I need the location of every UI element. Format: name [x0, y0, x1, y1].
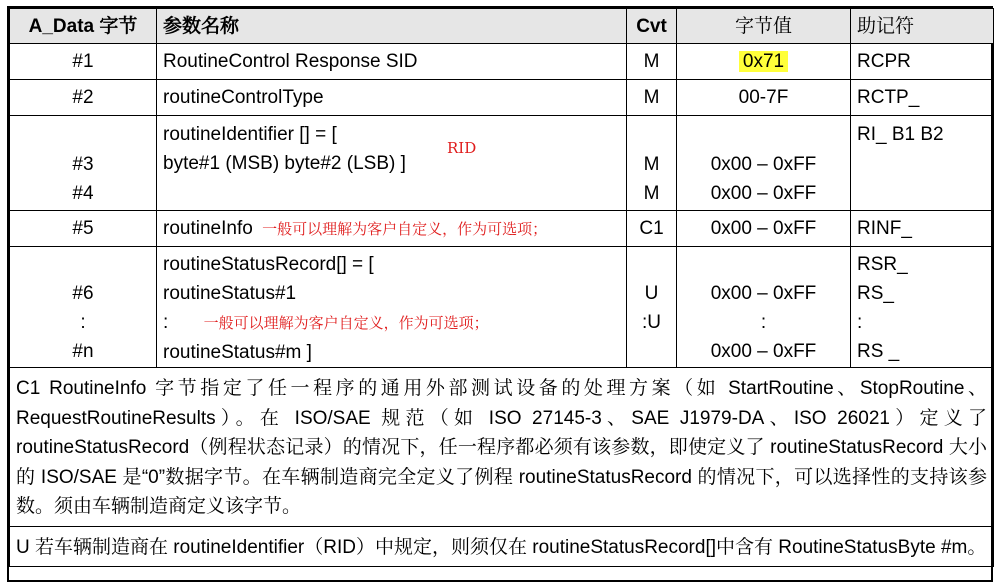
- param-line: routineStatus#1: [163, 283, 297, 304]
- table-header-row: [10, 9, 994, 44]
- note-c1: C1 RoutineInfo 字节指定了任一程序的通用外部测试设备的处理方案（如 StartRoutine、StopRoutine、RequestRoutineResults）。在 ISO/SAE 规范（如 ISO 27145-3、SAE J1979-DA、ISO 26021）定义了 routineStatusRecord（例程状态记录）的情况下，任一程序都必须有该参数，即使定义了 routineStatusRecord 大小的 ISO/SAE 是“0”数据字节。在车辆制造商完全定义了例程 routineStatusRecord 的情况下，可以选择性的支持该参数。须由车辆制造商定义该字节。: [16, 378, 987, 517]
- a-data-line: #6: [72, 283, 94, 304]
- cell-a-data: #1: [10, 44, 157, 80]
- a-data-line: #3: [72, 154, 94, 175]
- cell-mnemonic: RCPR: [851, 44, 994, 80]
- cell-value: 00-7F: [677, 80, 851, 116]
- value-line: 0x00 – 0xFF: [710, 341, 817, 362]
- mnemonic-line: :: [857, 312, 863, 333]
- param-line: [163, 308, 620, 338]
- rid-annotation: RID: [447, 139, 477, 157]
- cell-cvt: M: [627, 80, 677, 116]
- cell-value: [677, 116, 851, 211]
- cvt-line: M: [643, 154, 660, 175]
- cvt-line: :U: [642, 312, 661, 333]
- cell-a-data: [10, 116, 157, 211]
- table-row: [10, 247, 994, 368]
- param-text: routineInfo: [163, 217, 253, 239]
- notes-cell: [10, 368, 994, 567]
- header-mnemonic: 助记符: [851, 9, 994, 44]
- notes-row: [10, 368, 994, 567]
- cell-mnemonic: [851, 247, 994, 368]
- header-byte-value: 字节值: [677, 9, 851, 44]
- a-data-line: #n: [72, 341, 94, 362]
- cell-cvt: C1: [627, 211, 677, 247]
- highlighted-value: 0x71: [739, 51, 788, 72]
- optional-annotation: 一般可以理解为客户自定义，作为可选项；: [203, 314, 489, 332]
- header-a-data: A_Data 字节: [10, 9, 157, 44]
- cell-mnemonic: RINF_: [851, 211, 994, 247]
- table-row: [10, 211, 994, 247]
- cell-param: [157, 247, 627, 368]
- cell-value: 0x00 – 0xFF: [677, 211, 851, 247]
- cell-mnemonic: RI_ B1 B2: [851, 116, 994, 211]
- table-row: [10, 44, 994, 80]
- header-param-name: 参数名称: [157, 9, 627, 44]
- table-sheet: [7, 6, 993, 582]
- param-line: routineStatusRecord[] = [: [163, 254, 374, 275]
- value-line: 0x00 – 0xFF: [710, 154, 817, 175]
- param-line: routineIdentifier [] = [: [163, 124, 337, 145]
- param-line-text: :: [163, 312, 169, 333]
- cvt-line: M: [643, 183, 660, 204]
- cell-a-data: #5: [10, 211, 157, 247]
- cell-value: [677, 44, 851, 80]
- cell-param: routineControlType: [157, 80, 627, 116]
- cell-mnemonic: RCTP_: [851, 80, 994, 116]
- value-line: 0x00 – 0xFF: [710, 183, 817, 204]
- cell-param: RoutineControl Response SID: [157, 44, 627, 80]
- value-line: 0x00 – 0xFF: [710, 283, 817, 304]
- a-data-line: :: [80, 312, 86, 333]
- mnemonic-line: RSR_: [857, 254, 908, 275]
- cvt-line: U: [644, 283, 659, 304]
- value-line: :: [760, 312, 767, 333]
- header-cvt: Cvt: [627, 9, 677, 44]
- table-row: [10, 116, 994, 211]
- cell-value: [677, 247, 851, 368]
- cell-a-data: [10, 247, 157, 368]
- cell-cvt: M: [627, 44, 677, 80]
- cell-param: [157, 211, 627, 247]
- param-line: routineStatus#m ]: [163, 342, 312, 363]
- optional-annotation: 一般可以理解为客户自定义，作为可选项；: [262, 219, 548, 238]
- cell-cvt: [627, 247, 677, 368]
- data-table: [9, 8, 994, 567]
- cell-a-data: #2: [10, 80, 157, 116]
- note-u: U 若车辆制造商在 routineIdentifier（RID）中规定，则须仅在 routineStatusRecord[]中含有 RoutineStatusByte #m。: [10, 526, 993, 567]
- param-line: [163, 149, 620, 178]
- cell-param: [157, 116, 627, 211]
- table-row: [10, 80, 994, 116]
- a-data-line: #4: [72, 183, 94, 204]
- mnemonic-line: RS_: [857, 283, 894, 304]
- mnemonic-line: RS _: [857, 341, 900, 362]
- cell-cvt: [627, 116, 677, 211]
- param-line-text: byte#1 (MSB) byte#2 (LSB) ]: [163, 153, 406, 174]
